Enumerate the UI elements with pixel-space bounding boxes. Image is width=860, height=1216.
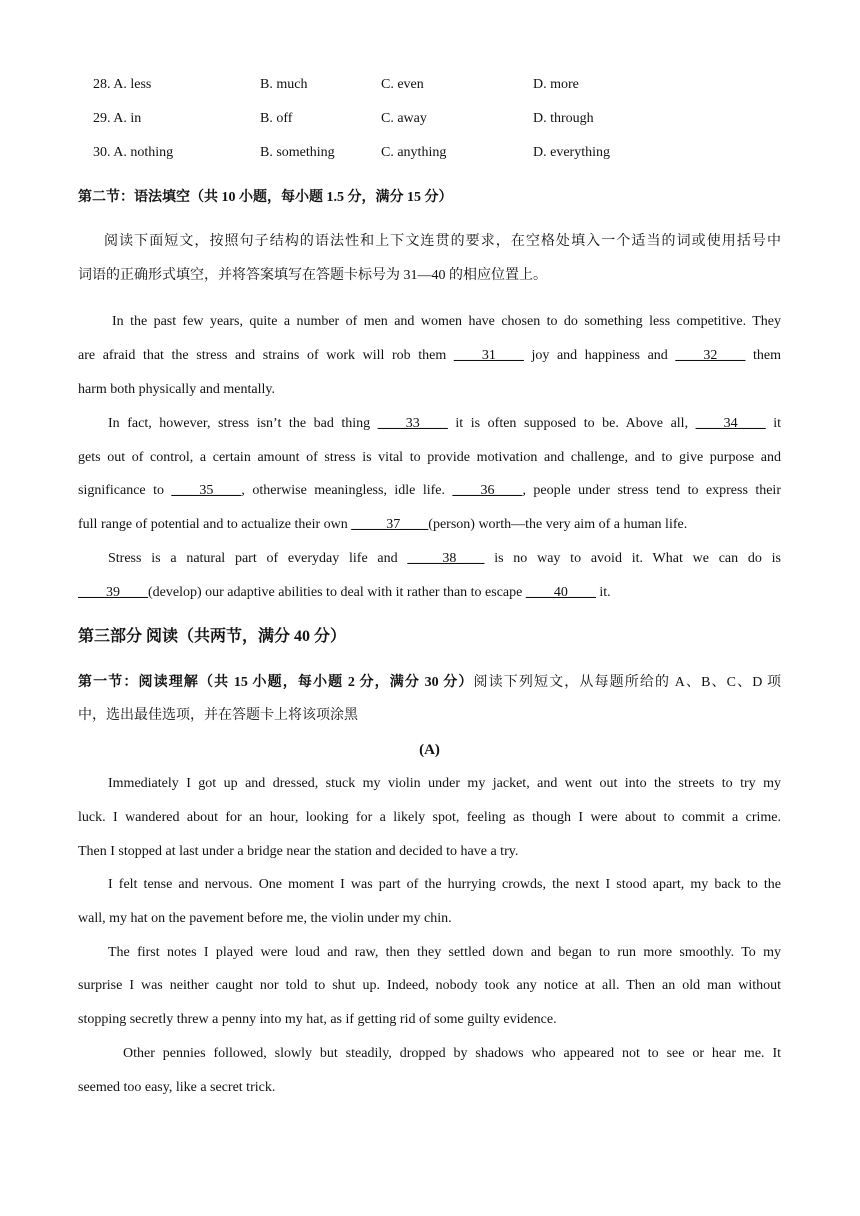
option-c: C. away	[381, 111, 427, 126]
passage-line: wall, my hat on the pavement before me, the violin under my chin.	[78, 911, 452, 926]
part3-subsection-line1: 第一节：阅读理解（共 15 小题，每小题 2 分，满分 30 分）阅读下列短文，从每题所给的 A、B、C、D 项	[78, 675, 781, 690]
p2-line3: significance to ____35____, otherwise meaningless, idle life. ____36____, people under stress tend to express their	[78, 483, 781, 498]
option-a: 28. A. less	[93, 77, 152, 92]
p1-line2: are afraid that the stress and strains of work will rob them ____31____ joy and happiness and ____32____ them	[78, 348, 782, 363]
passage-line: luck. I wandered about for an hour, looking for a likely spot, feeling as though I were about to commit a crime.	[78, 810, 781, 825]
passage-line: Immediately I got up and dressed, stuck my violin under my jacket, and went out into the streets to try my	[108, 776, 781, 791]
option-a: 29. A. in	[93, 111, 142, 126]
passage-line: The first notes I played were loud and raw, then they settled down and began to run more smoothly. To my	[108, 945, 781, 960]
p3-line1: Stress is a natural part of everyday life and _____38____ is no way to avoid it. What we can do is	[108, 551, 782, 566]
p1-line3: harm both physically and mentally.	[78, 382, 275, 397]
blank-33: ____33____	[377, 416, 448, 431]
option-row-30	[93, 143, 793, 163]
part3-subsection-line2: 中，选出最佳选项，并在答题卡上将该项涂黑	[78, 708, 358, 723]
passage-line: I felt tense and nervous. One moment I was part of the hurrying crowds, the next I stood apart, my back to the	[108, 877, 781, 892]
p3-line2: ____39____(develop) our adaptive abilities to deal with it rather than to escape ____40____ it.	[78, 585, 611, 600]
p2-line4: full range of potential and to actualize their own _____37____(person) worth—the very aim of a human life.	[78, 517, 688, 532]
option-b: B. something	[260, 145, 335, 160]
blank-34: ____34____	[695, 416, 766, 431]
passage-line: surprise I was neither caught nor told to shut up. Indeed, nobody took any notice at all. Then an old man without	[78, 978, 781, 993]
option-row-29	[93, 109, 793, 129]
option-c: C. even	[381, 77, 424, 92]
blank-39: ____39____	[78, 585, 148, 600]
p2-line2: gets out of control, a certain amount of stress is vital to provide motivation and challenge, and to give purpose and	[78, 450, 781, 465]
blank-35: ____35____	[171, 483, 242, 498]
option-row-28	[93, 75, 793, 95]
option-d: D. more	[533, 77, 579, 92]
option-b: B. much	[260, 77, 308, 92]
passage-line: stopping secretly threw a penny into my hat, as if getting rid of some guilty evidence.	[78, 1012, 557, 1027]
passage-line: Other pennies followed, slowly but steadily, dropped by shadows who appeared not to see or hear me. It	[123, 1046, 781, 1061]
section2-instructions-line2: 词语的正确形式填空，并将答案填写在答题卡标号为 31—40 的相应位置上。	[78, 268, 547, 283]
blank-37: _____37____	[351, 517, 429, 532]
blank-38: _____38____	[407, 551, 485, 566]
section2-heading: 第二节：语法填空（共 10 小题，每小题 1.5 分，满分 15 分）	[78, 190, 453, 205]
option-c: C. anything	[381, 145, 447, 160]
passage-line: Then I stopped at last under a bridge near the station and decided to have a try.	[78, 844, 519, 859]
option-b: B. off	[260, 111, 293, 126]
blank-31: ____31____	[453, 348, 524, 363]
option-d: D. through	[533, 111, 594, 126]
blank-32: ____32____	[675, 348, 746, 363]
p2-line1: In fact, however, stress isn’t the bad thing ____33____ it is often supposed to be. Above all, ____34____ it	[108, 416, 782, 431]
blank-40: ____40____	[525, 585, 596, 600]
option-d: D. everything	[533, 145, 610, 160]
part3-subsection-heading: 第一节：阅读理解（共 15 小题，每小题 2 分，满分 30 分）	[78, 675, 474, 690]
blank-36: ____36____	[452, 483, 523, 498]
option-a: 30. A. nothing	[93, 145, 174, 160]
passage-line: seemed too easy, like a secret trick.	[78, 1080, 276, 1095]
p1-line1: In the past few years, quite a number of men and women have chosen to do something less competitive. They	[112, 314, 781, 329]
passage-label: (A)	[419, 742, 440, 758]
section2-instructions-line1: 阅读下面短文，按照句子结构的语法性和上下文连贯的要求，在空格处填入一个适当的词或使用括号中	[104, 234, 781, 249]
part3-heading: 第三部分 阅读（共两节，满分 40 分）	[78, 628, 347, 645]
